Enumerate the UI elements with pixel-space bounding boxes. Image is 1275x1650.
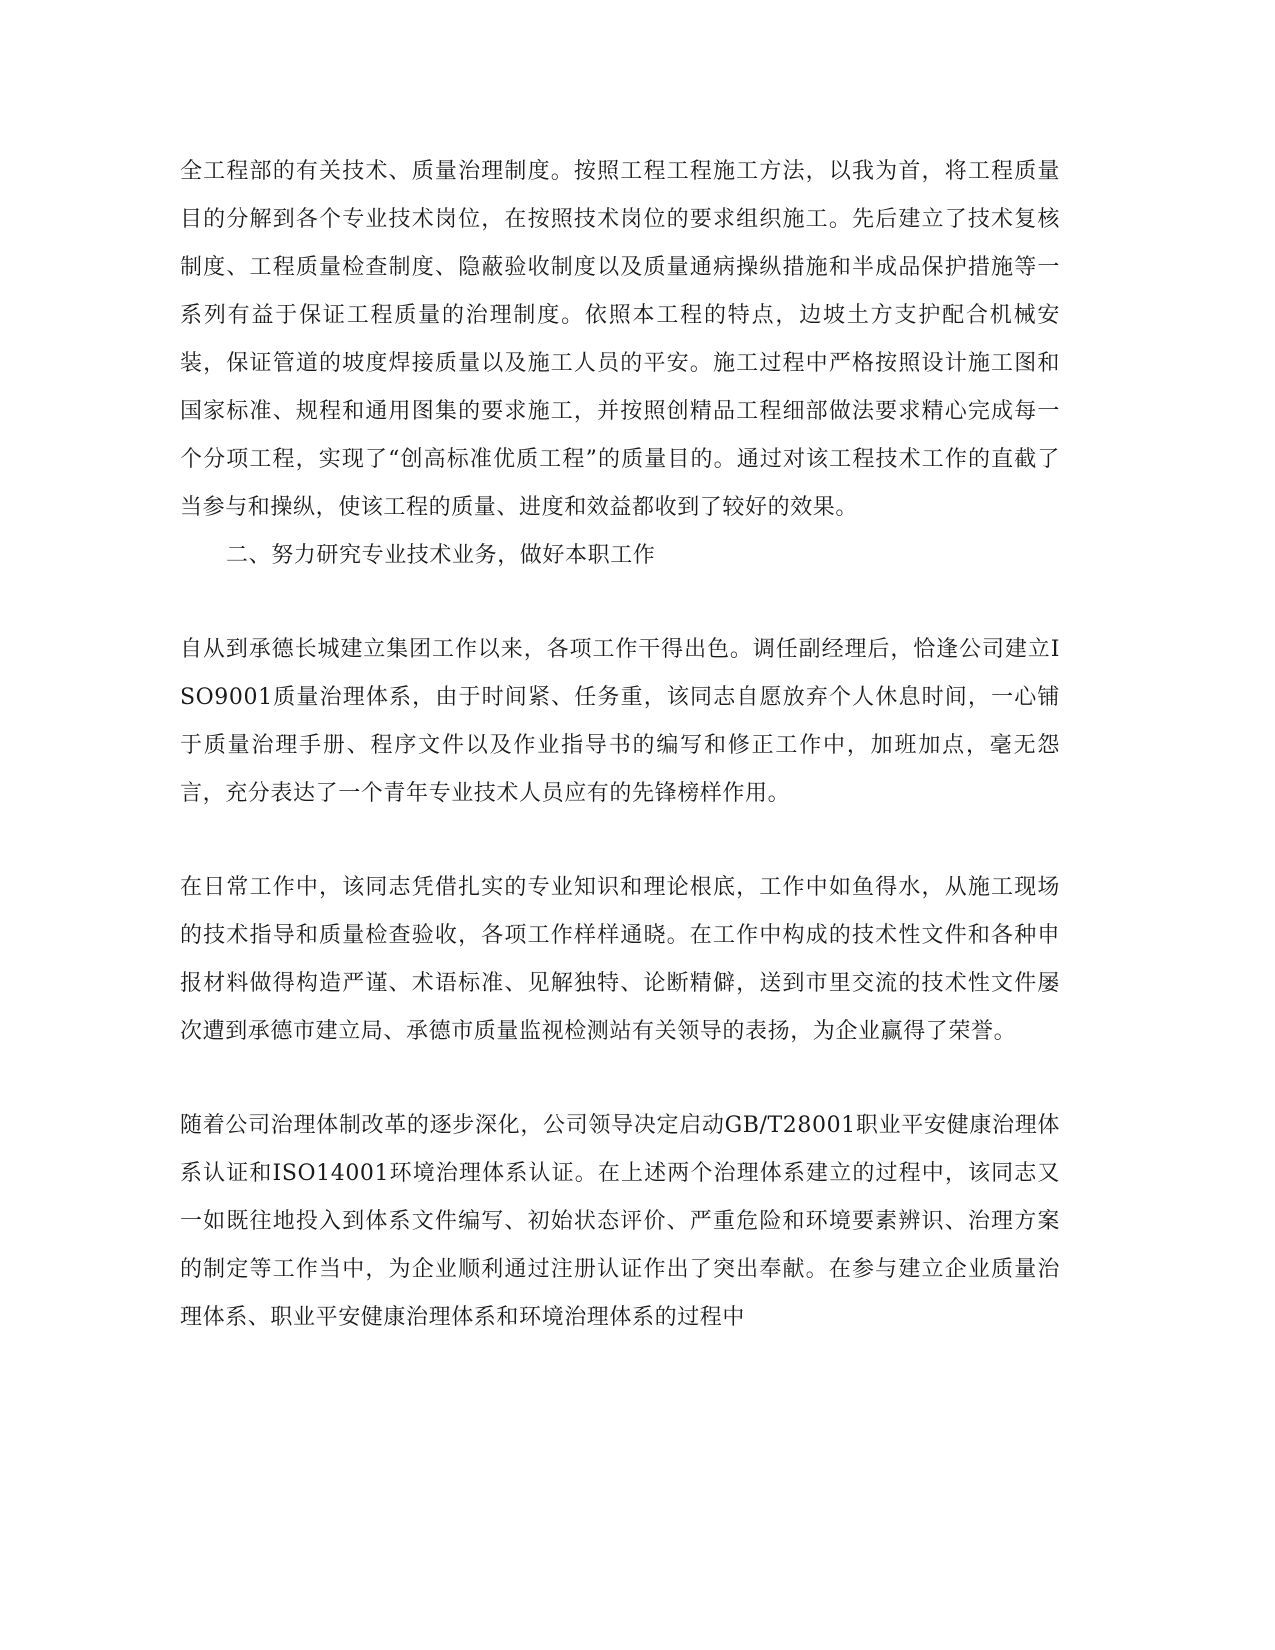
paragraph-gap <box>180 580 1060 626</box>
paragraph-management-reform: 随着公司治理体制改革的逐步深化，公司领导决定启动GB/T28001职业平安健康治理体系认证和ISO14001环境治理体系认证。在上述两个治理体系建立的过程中，该同志又一如既往地投入到体系文件编写、初始状态评价、严重危险和环境要素辨识、治理方案的制定等工作当中，为企业顺利通过注册认证作出了突出奉献。在参与建立企业质量治理体系、职业平安健康治理体系和环境治理体系的过程中 <box>180 1113 1060 1330</box>
paragraph-gap <box>180 1056 1060 1102</box>
paragraph-iso9001: 自从到承德长城建立集团工作以来，各项工作干得出色。调任副经理后，恰逢公司建立ISO9001质量治理体系，由于时间紧、任务重，该同志自愿放弃个人休息时间，一心铺于质量治理手册、程序文件以及作业指导书的编写和修正工作中，加班加点，毫无怨言，充分表达了一个青年专业技术人员应有的先锋榜样作用。 <box>180 637 1060 806</box>
document-page <box>180 148 1060 1342</box>
section-heading: 二、努力研究专业技术业务，做好本职工作 <box>226 543 656 568</box>
paragraph-gap <box>180 818 1060 864</box>
paragraph-quality-system: 全工程部的有关技术、质量治理制度。按照工程工程施工方法，以我为首，将工程质量目的分解到各个专业技术岗位，在按照技术岗位的要求组织施工。先后建立了技术复核制度、工程质量检查制度、隐蔽验收制度以及质量通病操纵措施和半成品保护措施等一系列有益于保证工程质量的治理制度。依照本工程的特点，边坡土方支护配合机械安装，保证管道的坡度焊接质量以及施工人员的平安。施工过程中严格按照设计施工图和国家标准、规程和通用图集的要求施工，并按照创精品工程细部做法要求精心完成每一个分项工程，实现了“创高标准优质工程”的质量目的。通过对该工程技术工作的直截了当参与和操纵，使该工程的质量、进度和效益都收到了较好的效果。 <box>180 159 1060 520</box>
paragraph-daily-work: 在日常工作中，该同志凭借扎实的专业知识和理论根底，工作中如鱼得水，从施工现场的技术指导和质量检查验收，各项工作样样通晓。在工作中构成的技术性文件和各种申报材料做得构造严谨、术语标准、见解独特、论断精僻，送到市里交流的技术性文件屡次遭到承德市建立局、承德市质量监视检测站有关领导的表扬，为企业赢得了荣誉。 <box>180 875 1060 1044</box>
